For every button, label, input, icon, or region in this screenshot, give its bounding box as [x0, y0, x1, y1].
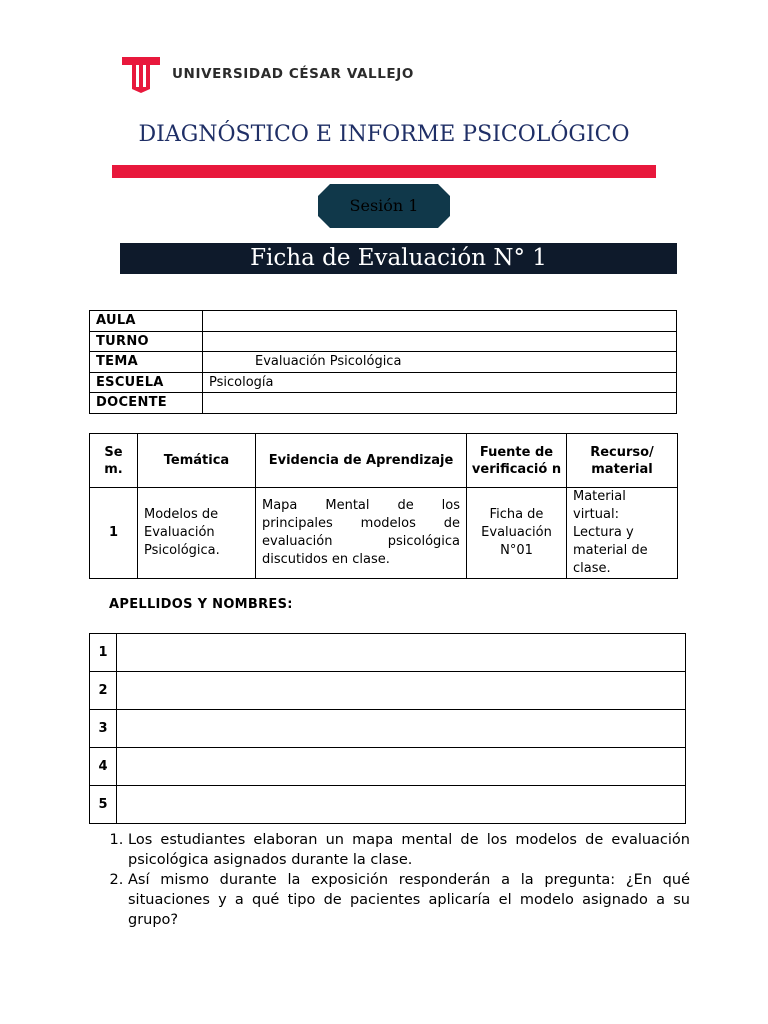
instruction-item: 1. Los estudiantes elaboran un mapa mental de los modelos de evaluación psicológica asignados durante la clase. [128, 830, 690, 870]
table-row [90, 786, 686, 824]
instruction-item: 2. Así mismo durante la exposición responderán a la pregunta: ¿En qué situaciones y a qué tipo de pacientes aplicaría el modelo asignado a su grupo? [128, 870, 690, 930]
table-row [90, 331, 677, 352]
names-table [89, 633, 686, 824]
header-sem: Se m. [90, 434, 138, 488]
document-title: DIAGNÓSTICO E INFORME PSICOLÓGICO [138, 122, 630, 147]
info-value-escuela: Psicología [203, 372, 677, 393]
info-label-escuela: ESCUELA [90, 372, 203, 393]
name-field[interactable] [117, 748, 686, 786]
info-label-tema: TEMA [90, 352, 203, 373]
table-row [90, 710, 686, 748]
apellidos-label: APELLIDOS Y NOMBRES: [109, 597, 293, 612]
info-label-turno: TURNO [90, 331, 203, 352]
name-field[interactable] [117, 672, 686, 710]
cell-evidencia: Mapa Mental de los principales modelos de evaluación psicológica discutidos en clase. [256, 488, 467, 579]
name-field[interactable] [117, 786, 686, 824]
header-fuente: Fuente de verificació n [467, 434, 567, 488]
cell-recurso: Material virtual: Lectura y material de clase. [567, 488, 678, 579]
name-field[interactable] [117, 634, 686, 672]
info-table [89, 310, 677, 414]
instructions-list [96, 830, 690, 930]
accent-bar [112, 165, 656, 178]
info-value-tema: Evaluación Psicológica [203, 352, 677, 373]
table-row [90, 311, 677, 332]
info-label-aula: AULA [90, 311, 203, 332]
table-row [90, 393, 677, 414]
cell-tematica: Modelos de Evaluación Psicológica. [138, 488, 256, 579]
table-row [90, 352, 677, 373]
table-header-row [90, 434, 678, 488]
cell-fuente: Ficha de Evaluación N°01 [467, 488, 567, 579]
cell-sem: 1 [90, 488, 138, 579]
table-row [90, 372, 677, 393]
table-row [90, 488, 678, 579]
header-tematica: Temática [138, 434, 256, 488]
row-number: 2 [90, 672, 117, 710]
header-evidencia: Evidencia de Aprendizaje [256, 434, 467, 488]
row-number: 1 [90, 634, 117, 672]
table-row [90, 748, 686, 786]
info-label-docente: DOCENTE [90, 393, 203, 414]
session-label: Sesión 1 [349, 196, 419, 215]
row-number: 3 [90, 710, 117, 748]
table-row [90, 634, 686, 672]
row-number: 4 [90, 748, 117, 786]
row-number: 5 [90, 786, 117, 824]
table-row [90, 672, 686, 710]
ficha-title: Ficha de Evaluación N° 1 [250, 245, 547, 271]
info-value-turno [203, 331, 677, 352]
ucv-emblem-icon [122, 57, 160, 93]
info-value-docente [203, 393, 677, 414]
logo-text: UNIVERSIDAD CÉSAR VALLEJO [172, 66, 414, 82]
plan-table [89, 433, 678, 579]
info-value-aula [203, 311, 677, 332]
name-field[interactable] [117, 710, 686, 748]
header-recurso: Recurso/ material [567, 434, 678, 488]
